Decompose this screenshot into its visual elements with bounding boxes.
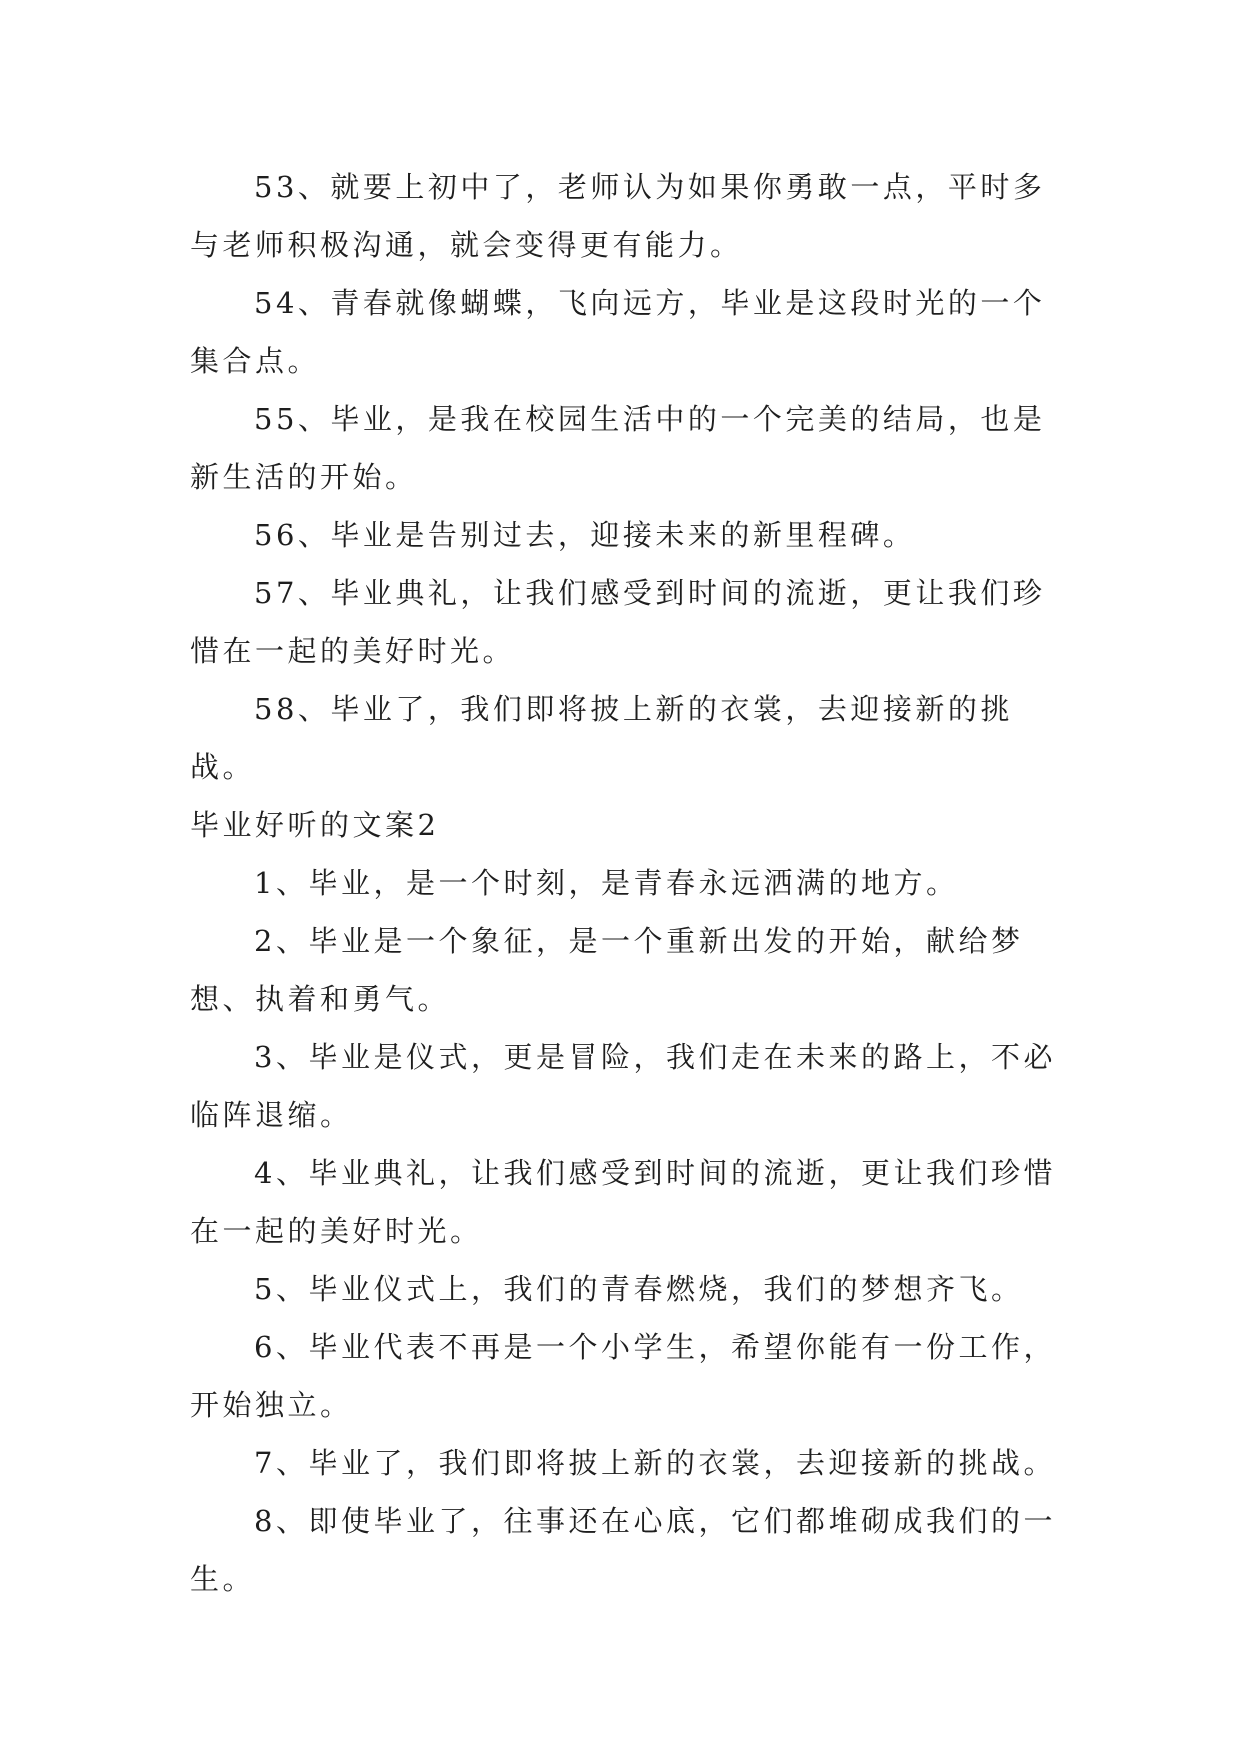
paragraph-54: 54、青春就像蝴蝶，飞向远方，毕业是这段时光的一个集合点。 [190, 286, 1046, 378]
paragraph-7: 7、毕业了，我们即将披上新的衣裳，去迎接新的挑战。 [254, 1446, 1056, 1480]
paragraph-55: 55、毕业，是我在校园生活中的一个完美的结局，也是新生活的开始。 [190, 402, 1046, 494]
paragraph-6: 6、毕业代表不再是一个小学生，希望你能有一份工作，开始独立。 [190, 1330, 1056, 1422]
document-body [190, 158, 1070, 1608]
paragraph-53: 53、就要上初中了，老师认为如果你勇敢一点，平时多与老师积极沟通，就会变得更有能力。 [190, 170, 1046, 262]
paragraph-4: 4、毕业典礼，让我们感受到时间的流逝，更让我们珍惜在一起的美好时光。 [190, 1156, 1056, 1248]
paragraph-58: 58、毕业了，我们即将披上新的衣裳，去迎接新的挑战。 [190, 692, 1013, 784]
paragraph-56: 56、毕业是告别过去，迎接未来的新里程碑。 [254, 518, 916, 552]
paragraph-2: 2、毕业是一个象征，是一个重新出发的开始，献给梦想、执着和勇气。 [190, 924, 1024, 1016]
paragraph-1: 1、毕业，是一个时刻，是青春永远洒满的地方。 [254, 866, 959, 900]
paragraph-5: 5、毕业仪式上，我们的青春燃烧，我们的梦想齐飞。 [254, 1272, 1024, 1306]
paragraph-57: 57、毕业典礼，让我们感受到时间的流逝，更让我们珍惜在一起的美好时光。 [190, 576, 1046, 668]
section-heading: 毕业好听的文案2 [190, 808, 440, 842]
paragraph-8: 8、即使毕业了，往事还在心底，它们都堆砌成我们的一生。 [190, 1504, 1056, 1596]
paragraph-3: 3、毕业是仪式，更是冒险，我们走在未来的路上，不必临阵退缩。 [190, 1040, 1056, 1132]
